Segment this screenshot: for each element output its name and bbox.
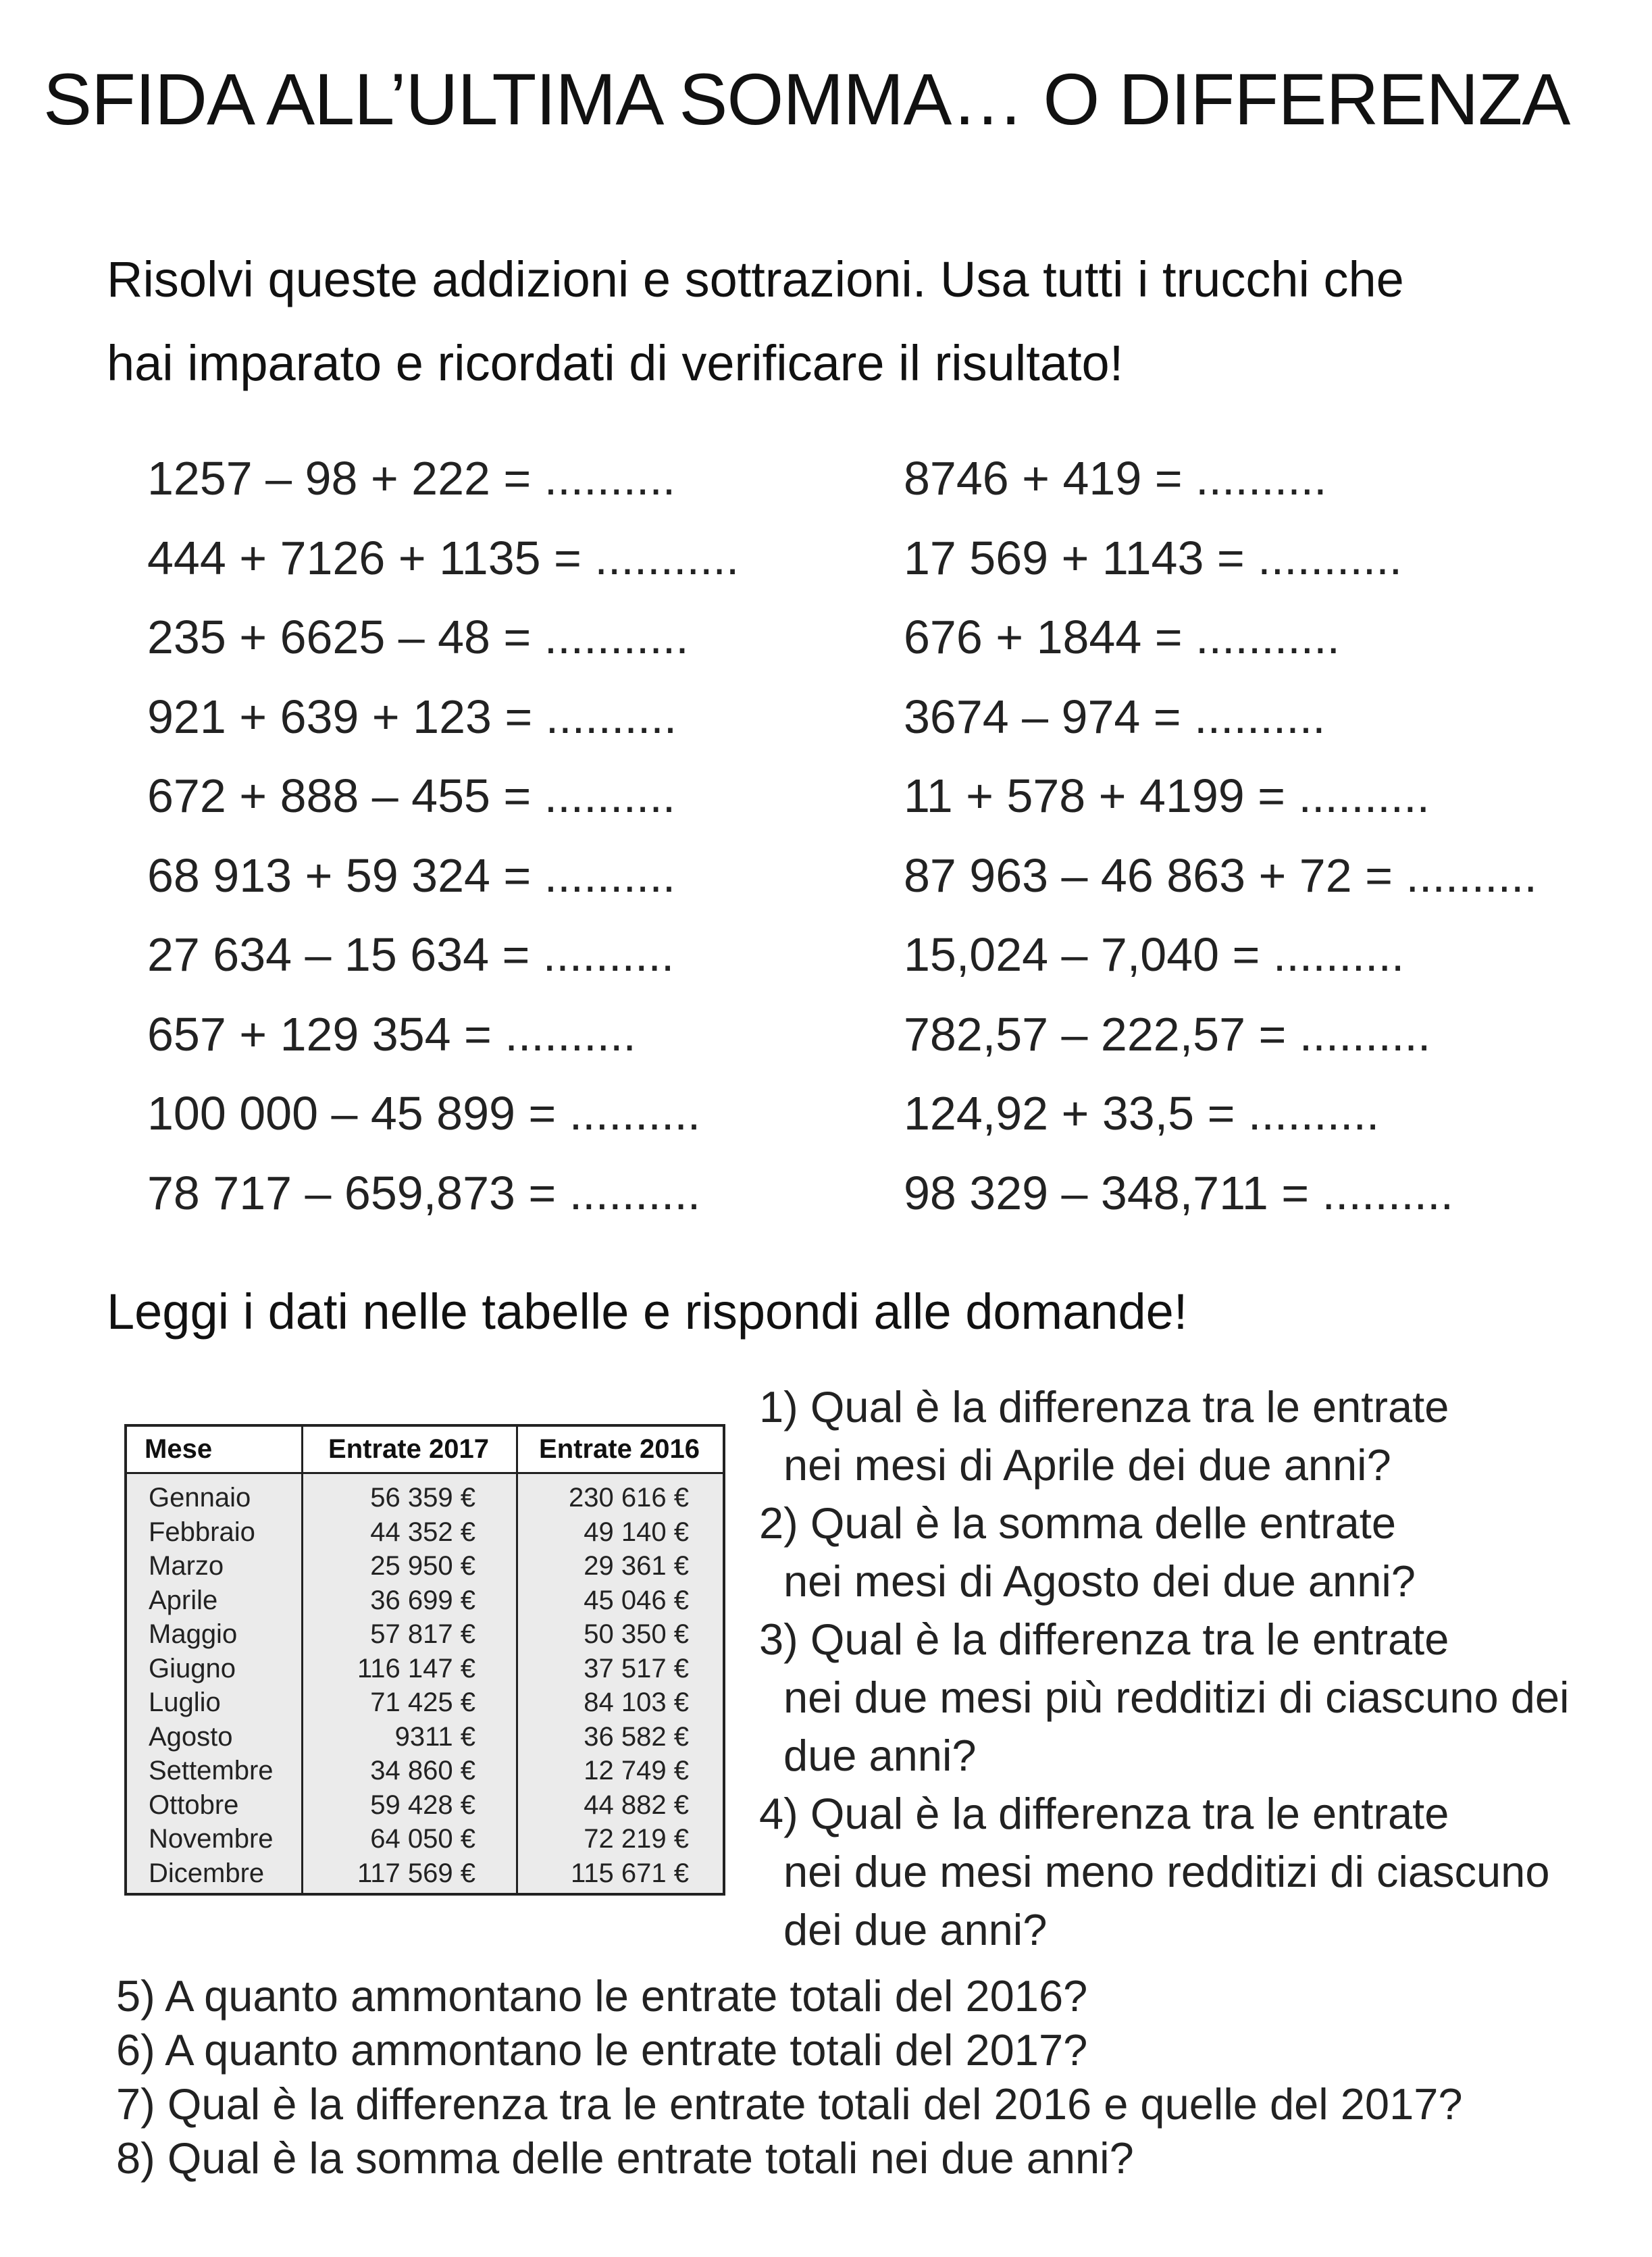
question-text: 2) Qual è la somma delle entrate <box>759 1498 1396 1548</box>
table-body <box>127 1474 723 1893</box>
exercise-item: 8746 + 419 = .......... <box>904 452 1327 505</box>
exercise-item: 676 + 1844 = ........... <box>904 611 1340 663</box>
exercise-item: 657 + 129 354 = .......... <box>147 1007 636 1061</box>
table-cell-2016: 45 046 € <box>584 1585 689 1615</box>
table-cell-month: Agosto <box>149 1721 233 1752</box>
table-cell-month: Ottobre <box>149 1790 239 1820</box>
question-text: nei mesi di Aprile dei due anni? <box>783 1440 1391 1490</box>
table-column-divider <box>301 1427 303 1893</box>
table-cell-2016: 72 219 € <box>584 1824 689 1854</box>
question-text: nei due mesi meno redditizi di ciascuno <box>783 1847 1550 1896</box>
table-column-divider <box>516 1427 518 1893</box>
table-header-cell: Mese <box>145 1434 213 1464</box>
table-row <box>127 1856 723 1891</box>
table-cell-2016: 29 361 € <box>584 1551 689 1581</box>
question-text: nei due mesi più redditizi di ciascuno dei <box>783 1673 1570 1722</box>
instructions <box>107 238 1593 405</box>
table-row <box>127 1822 723 1856</box>
exercise-item: 235 + 6625 – 48 = ........... <box>147 611 689 663</box>
instructions-line: Risolvi queste addizioni e sottrazioni. Usa tutti i trucchi che <box>107 251 1404 307</box>
table-cell-2016: 36 582 € <box>584 1721 689 1752</box>
table-row <box>127 1685 723 1720</box>
question-item <box>759 1494 1637 1611</box>
table-cell-2016: 12 749 € <box>584 1756 689 1785</box>
table-cell-month: Marzo <box>149 1551 224 1581</box>
exercise-item: 87 963 – 46 863 + 72 = .......... <box>904 848 1537 902</box>
question-item <box>759 1785 1637 1959</box>
table-row <box>127 1754 723 1788</box>
table-cell-2017: 116 147 € <box>357 1653 475 1683</box>
table-cell-month: Dicembre <box>149 1858 265 1888</box>
exercise-item: 17 569 + 1143 = ........... <box>904 531 1403 584</box>
table-header-cell: Entrate 2016 <box>539 1434 700 1464</box>
question-text: 4) Qual è la differenza tra le entrate <box>759 1789 1449 1838</box>
table-row <box>127 1515 723 1550</box>
exercise-item: 921 + 639 + 123 = .......... <box>147 690 677 743</box>
exercise-list-right <box>904 439 1537 1233</box>
table-cell-month: Gennaio <box>149 1483 251 1513</box>
exercise-item: 78 717 – 659,873 = .......... <box>147 1166 701 1219</box>
table-cell-2016: 44 882 € <box>584 1790 689 1820</box>
table-cell-month: Giugno <box>149 1653 236 1683</box>
exercise-item: 27 634 – 15 634 = .......... <box>147 928 675 981</box>
table-cell-2016: 37 517 € <box>584 1653 689 1683</box>
exercise-item: 68 913 + 59 324 = .......... <box>147 848 676 902</box>
question-item: 6) A quanto ammontano le entrate totali del 2017? <box>116 2025 1088 2075</box>
question-text: 1) Qual è la differenza tra le entrate <box>759 1382 1449 1431</box>
table-cell-2016: 84 103 € <box>584 1688 689 1717</box>
question-text: dei due anni? <box>783 1905 1048 1954</box>
table-cell-month: Luglio <box>149 1688 221 1717</box>
table-row <box>127 1720 723 1754</box>
questions-bottom <box>116 1969 1636 2185</box>
question-item <box>759 1611 1637 1785</box>
table-cell-2017: 36 699 € <box>370 1585 475 1615</box>
table-cell-2017: 64 050 € <box>370 1824 475 1854</box>
exercise-list-left <box>147 439 739 1233</box>
exercise-item: 98 329 – 348,711 = .......... <box>904 1166 1454 1219</box>
exercise-item: 11 + 578 + 4199 = .......... <box>904 769 1430 822</box>
revenue-table <box>124 1424 725 1896</box>
table-cell-month: Febbraio <box>149 1517 255 1547</box>
page-title: SFIDA ALL’ULTIMA SOMMA… O DIFFERENZA <box>43 58 1570 140</box>
table-cell-2016: 115 671 € <box>571 1858 689 1888</box>
question-item: 7) Qual è la differenza tra le entrate totali del 2016 e quelle del 2017? <box>116 2079 1463 2129</box>
question-text: due anni? <box>783 1731 977 1780</box>
instructions-line: hai imparato e ricordati di verificare il risultato! <box>107 335 1124 391</box>
exercise-item: 444 + 7126 + 1135 = ........... <box>147 531 740 584</box>
table-cell-2016: 230 616 € <box>569 1483 689 1513</box>
table-cell-2017: 34 860 € <box>370 1756 475 1785</box>
table-cell-2017: 25 950 € <box>370 1551 475 1581</box>
table-header-cell: Entrate 2017 <box>328 1434 489 1464</box>
table-row <box>127 1549 723 1583</box>
table-cell-2017: 71 425 € <box>370 1688 475 1717</box>
exercise-item: 3674 – 974 = .......... <box>904 690 1326 743</box>
table-cell-month: Novembre <box>149 1824 274 1854</box>
question-item: 8) Qual è la somma delle entrate totali nei due anni? <box>116 2133 1134 2183</box>
section-heading: Leggi i dati nelle tabelle e rispondi alle domande! <box>107 1284 1188 1340</box>
table-cell-2017: 56 359 € <box>370 1483 475 1513</box>
exercise-item: 124,92 + 33,5 = .......... <box>904 1087 1380 1140</box>
question-item <box>759 1378 1637 1494</box>
exercise-item: 1257 – 98 + 222 = .......... <box>147 452 676 505</box>
table-header-row <box>127 1427 723 1474</box>
exercise-item: 15,024 – 7,040 = .......... <box>904 928 1405 981</box>
table-cell-2017: 9311 € <box>394 1721 475 1752</box>
table-row <box>127 1481 723 1515</box>
table-cell-2017: 44 352 € <box>370 1517 475 1547</box>
table-row <box>127 1788 723 1823</box>
exercise-item: 782,57 – 222,57 = .......... <box>904 1007 1431 1061</box>
exercise-item: 672 + 888 – 455 = .......... <box>147 769 676 822</box>
table-cell-month: Aprile <box>149 1585 218 1615</box>
table-cell-2016: 50 350 € <box>584 1619 689 1649</box>
table-cell-month: Maggio <box>149 1619 238 1649</box>
table-cell-2017: 117 569 € <box>357 1858 475 1888</box>
question-item: 5) A quanto ammontano le entrate totali del 2016? <box>116 1971 1088 2021</box>
table-row <box>127 1617 723 1652</box>
table-row <box>127 1652 723 1686</box>
table-cell-month: Settembre <box>149 1756 274 1785</box>
question-text: nei mesi di Agosto dei due anni? <box>783 1556 1416 1606</box>
table-cell-2017: 57 817 € <box>370 1619 475 1649</box>
exercise-item: 100 000 – 45 899 = .......... <box>147 1087 701 1140</box>
table-cell-2017: 59 428 € <box>370 1790 475 1820</box>
table-cell-2016: 49 140 € <box>584 1517 689 1547</box>
questions-side <box>759 1378 1637 1959</box>
question-text: 3) Qual è la differenza tra le entrate <box>759 1615 1449 1664</box>
table-row <box>127 1583 723 1618</box>
